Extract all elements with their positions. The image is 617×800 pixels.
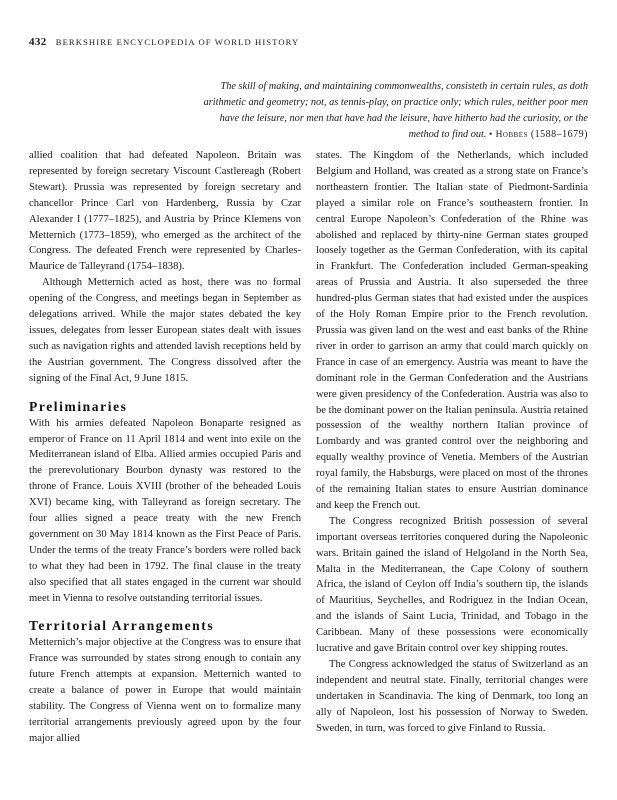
right-column [316, 148, 588, 737]
epigraph-quote: The skill of making, and maintaining commonwealths, consisteth in certain rules, as doth arithmetic and geometry; not, as tennis-play, on practice only; which rules, neither poor men have the leisure, nor men that have had the leisure, have hitherto had the curiosity, or the method to find out. [203, 81, 588, 140]
attribution-bullet: • [489, 130, 493, 140]
paragraph: allied coalition that had defeated Napoleon. Britain was represented by foreign secretary Viscount Castlereagh (Robert Stewart). Prussia was represented by foreign secretary and chancellor Prince Carl von Hardenberg, Russia by Czar Alexander I (1777–1825), and Austria by Prince Klemens von Metternich (1773–1859), who emerged as the architect of the Congress. The defeated French were represented by Charles-Maurice de Talleyrand (1754–1838). [29, 150, 301, 273]
paragraph: The Congress acknowledged the status of Switzerland as an independent and neutral state. Finally, territorial changes were undertaken in Scandinavia. The king of Denmark, too long an ally of Napoleon, lost his possession of Norway to Sweden. Sweden, in turn, was forced to give Finland to Russia. [316, 659, 588, 734]
epigraph-years: (1588–1679) [530, 129, 588, 140]
page-number: 432 [29, 36, 47, 48]
running-head [29, 36, 589, 48]
epigraph-author: Hobbes [495, 130, 528, 140]
section-heading-territorial-arrangements: Territorial Arrangements [29, 618, 215, 634]
paragraph: With his armies defeated Napoleon Bonaparte resigned as emperor of France on 11 April 1814 and went into exile on the Mediterranean island of Elba. Allied armies occupied Paris and the prerevolutionary Bourbon dynasty was restored to the throne of France. Louis XVIII (brother of the beheaded Louis XVI) became king, with Talleyrand as foreign secretary. The four allies signed a peace treaty with the new French government on 30 May 1814 known as the First Peace of Paris. Under the terms of the treaty France’s borders were rolled back to what they had been in 1792. The final clause in the treaty also specified that all states engaged in the current war should meet in Vienna to resolve outstanding territorial issues. [29, 417, 301, 604]
paragraph: The Congress recognized British possession of several important overseas territories conquered during the Napoleonic wars. Britain gained the island of Helgoland in the North Sea, Malta in the Mediterranean, the Cape Colony of southern Africa, the island of Ceylon off India’s southern tip, the islands of Mauritius, Seychelles, and Rodriguez in the Indian Ocean, and the islands of Saint Lucia, Trinidad, and Tobago in the Caribbean. Many of these possessions were economically lucrative and gave Britain control over key shipping routes. [316, 515, 588, 655]
publication-title: BERKSHIRE ENCYCLOPEDIA OF WORLD HISTORY [55, 37, 300, 47]
section-heading-preliminaries: Preliminaries [29, 398, 128, 414]
epigraph-attribution [489, 130, 588, 140]
left-column [29, 148, 301, 747]
paragraph: Metternich’s major objective at the Congress was to ensure that France was surrounded by states strong enough to contain any future French attempts at expansion. Metternich wanted to create a balance of power in Europe that would maintain stability. The Congress of Vienna went on to formalize many territorial arrangements previously agreed upon by the four major allied [29, 637, 301, 744]
epigraph [190, 79, 588, 143]
paragraph: states. The Kingdom of the Netherlands, which included Belgium and Holland, was created as a strong state on France’s northeastern frontier. The Italian state of Piedmont-Sardinia played a similar role on France’s southeastern frontier. In central Europe Napoleon’s Confederation of the Rhine was abolished and replaced by thirty-nine German states grouped loosely together as the German Confederation, with its capital in Frankfurt. The Confederation included German-speaking areas of Prussia and Austria. It also superseded the three hundred-plus German states that had existed under the auspices of the Holy Roman Empire prior to the French revolution. Prussia was given land on the west and east banks of the Rhine river in order to garrison an army that could march quickly on France in case of an emergency. Austria was meant to have the dominant role in the German Confederation and the Austrians were given presidency of the Confederation. Austria was also to be the dominant power on the Italian peninsula. Austria retained possession of the wealthy northern Italian province of Lombardy and was granted control over the neighboring and equally wealthy province of Venetia. Members of the Austrian royal family, the Habsburgs, were placed on most of the thrones of the remaining Italian states to ensure Austrian dominance and keep the French out. [316, 150, 588, 511]
paragraph: Although Metternich acted as host, there was no formal opening of the Congress, and meetings began in September as delegations arrived. While the major states debated the key issues, delegates from lesser European states dealt with issues such as navigation rights and attended lavish receptions held by the Austrian government. The Congress dissolved after the signing of the Final Act, 9 June 1815. [29, 277, 301, 384]
